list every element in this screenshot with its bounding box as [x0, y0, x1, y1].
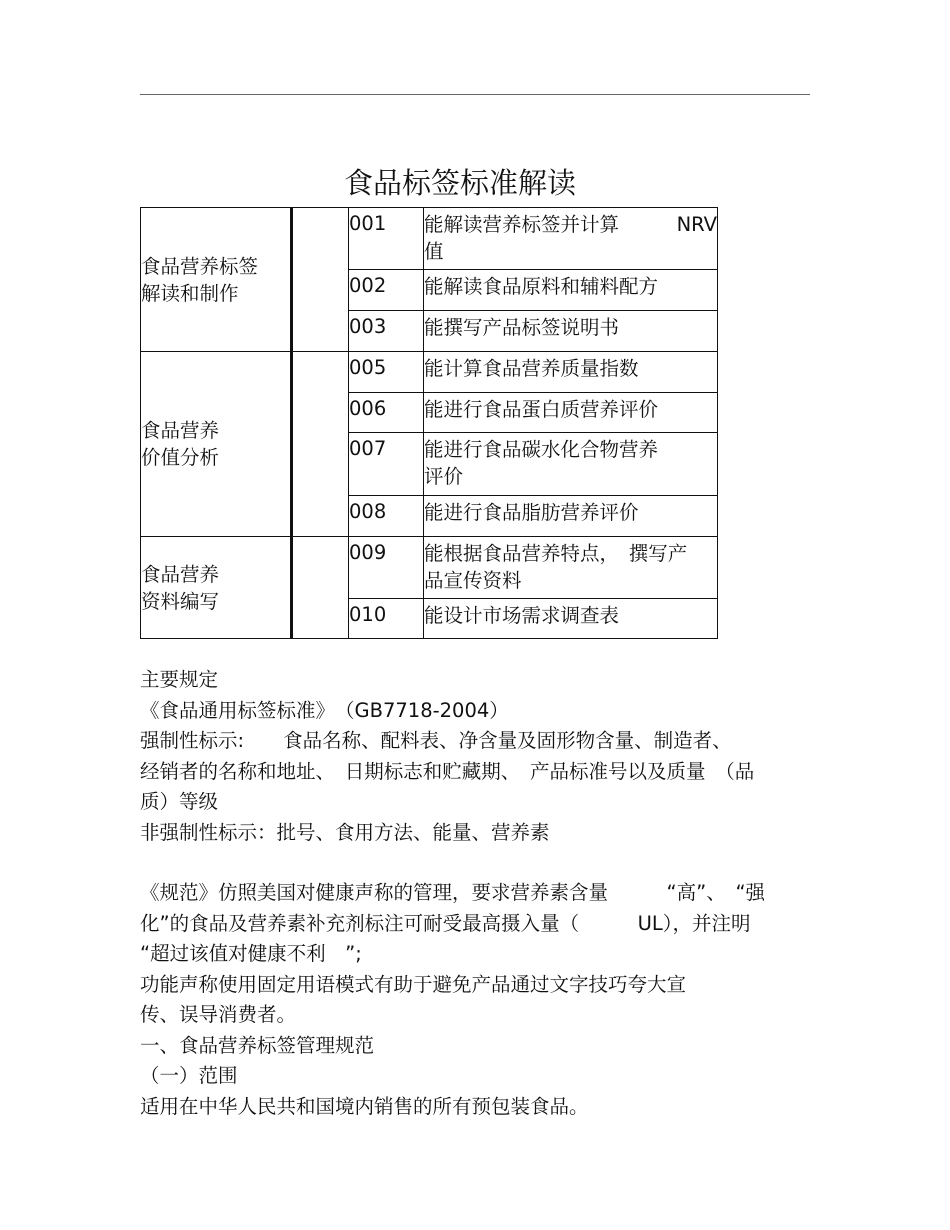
desc-cell: 能解读食品原料和辅料配方: [424, 270, 718, 311]
paragraph: 非强制性标示：批号、食用方法、能量、营养素: [140, 820, 550, 844]
area-label-line: 食品营养: [141, 419, 220, 442]
paragraph: 适用在中华人民共和国境内销售的所有预包装食品。: [140, 1094, 589, 1118]
desc-cell: [424, 537, 718, 599]
code-cell: 006: [349, 393, 424, 433]
table-row: [141, 537, 718, 599]
table-row: [141, 352, 718, 393]
desc-cell: [424, 433, 718, 496]
desc-text: 能进行食品碳水化合物营养: [424, 438, 659, 461]
paragraph: 传、误导消费者。: [140, 1003, 297, 1026]
paragraph: “超过该值对健康不利 ”;: [140, 942, 362, 965]
spacer-cell: [292, 208, 349, 352]
code-cell: 009: [349, 537, 424, 599]
paragraph: 强制性标示: 食品名称、配料表、净含量及固形物含量、制造者、: [140, 729, 732, 752]
desc-text-line2: 品宣传资料: [424, 569, 522, 592]
desc-tail: NRV: [676, 213, 717, 236]
code-cell: 001: [349, 208, 424, 270]
desc-text: 能根据食品营养特点， 撰写产: [424, 542, 688, 565]
area-cell: [141, 537, 292, 639]
desc-cell: 能进行食品脂肪营养评价: [424, 496, 718, 537]
body-text: [140, 665, 820, 1122]
area-label-line: 解读和制作: [141, 281, 239, 305]
code-cell: 010: [349, 599, 424, 639]
section-heading: （一）范围: [140, 1064, 238, 1087]
skills-table: [140, 207, 718, 639]
section-heading: 一、食品营养标签管理规范: [140, 1033, 375, 1057]
desc-text: 能解读营养标签并计算: [424, 213, 620, 236]
page-title: 食品标签标准解读: [343, 166, 576, 200]
table-row: [141, 208, 718, 270]
desc-text-line2: 评价: [424, 465, 464, 488]
area-cell: [141, 352, 292, 537]
desc-cell: 能进行食品蛋白质营养评价: [424, 393, 718, 433]
header-rule: [140, 94, 810, 95]
desc-text-line2: 值: [424, 240, 444, 263]
area-label-line: 资料编写: [141, 589, 220, 613]
code-cell: 002: [349, 270, 424, 311]
area-label-line: 食品营养标签: [141, 254, 259, 278]
paragraph: 经销者的名称和地址、 日期标志和贮藏期、 产品标准号以及质量 （品: [140, 759, 755, 783]
code-cell: 007: [349, 433, 424, 496]
paragraph: 化”的食品及营养素补充剂标注可耐受最高摄入量（ UL），并注明: [140, 911, 751, 935]
desc-cell: 能计算食品营养质量指数: [424, 352, 718, 393]
section-heading: 主要规定: [140, 668, 219, 691]
code-cell: 003: [349, 311, 424, 352]
paragraph: 《规范》仿照美国对健康声称的管理，要求营养素含量 “高”、 “强: [140, 881, 766, 904]
paragraph: 功能声称使用固定用语模式有助于避免产品通过文字技巧夸大宣: [140, 972, 687, 996]
paragraph: 质）等级: [140, 790, 219, 813]
spacer-cell: [292, 352, 349, 537]
blank-line: [140, 848, 820, 878]
area-label-line: 价值分析: [141, 446, 220, 469]
code-cell: 008: [349, 496, 424, 537]
area-cell: [141, 208, 292, 352]
desc-cell: [424, 208, 718, 270]
paragraph: 《食品通用标签标准》 （GB7718-2004）: [140, 698, 509, 722]
code-cell: 005: [349, 352, 424, 393]
desc-cell: 能设计市场需求调查表: [424, 599, 718, 639]
area-label-line: 食品营养: [141, 562, 220, 586]
desc-cell: 能撰写产品标签说明书: [424, 311, 718, 352]
spacer-cell: [292, 537, 349, 639]
